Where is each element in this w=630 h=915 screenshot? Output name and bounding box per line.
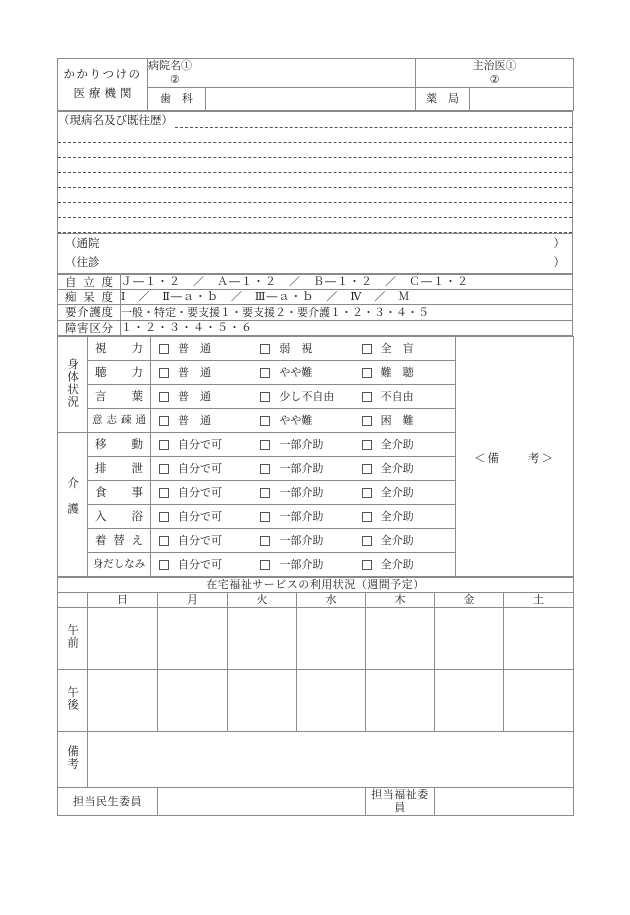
checkbox-label: 一部介助 (279, 509, 324, 523)
label-char: 浴 (131, 509, 143, 524)
schedule-cell[interactable] (366, 669, 435, 731)
label-char: 要 (65, 305, 77, 320)
label-char: 替 (113, 533, 125, 548)
checkbox-option[interactable] (252, 414, 353, 428)
outpatient-close: ） (553, 236, 565, 251)
schedule-cell[interactable] (435, 669, 504, 731)
label-char: 疎 (121, 414, 132, 427)
checkbox-icon[interactable] (159, 416, 169, 426)
label-char: 自 (65, 274, 77, 289)
label-char: 聴 (95, 365, 107, 380)
schedule-cell[interactable] (158, 607, 228, 669)
label-char: 意 (92, 414, 103, 427)
checkbox-icon[interactable] (260, 488, 270, 498)
homevisit-field[interactable] (58, 253, 572, 272)
schedule-cell[interactable] (228, 669, 297, 731)
checkbox-option[interactable] (252, 390, 353, 404)
dental-label: 歯 科 (148, 87, 206, 110)
checkbox-option[interactable] (354, 486, 455, 500)
communication-options[interactable] (151, 409, 456, 433)
checkbox-label: 全介助 (380, 557, 414, 571)
checkbox-option[interactable] (151, 414, 252, 428)
checkbox-option[interactable] (252, 342, 353, 356)
medical-institution-label-line1: かかりつけの (63, 66, 142, 81)
checkbox-option[interactable] (252, 438, 353, 452)
checkbox-option[interactable] (354, 414, 455, 428)
checkbox-label: 自分で可 (178, 509, 222, 523)
label-char: 事 (131, 485, 143, 500)
label-char: 食 (95, 485, 107, 500)
dressing-options[interactable] (151, 529, 456, 553)
schedule-cell[interactable] (297, 669, 366, 731)
schedule-row-afternoon (58, 669, 574, 731)
day-header-thu: 木 (366, 592, 435, 607)
attending-doctor-field[interactable] (416, 59, 574, 88)
care-level-label (58, 305, 121, 320)
remarks-header: ＜備 考＞ (474, 451, 555, 466)
checkbox-label: 自分で可 (178, 533, 222, 547)
checkbox-label: 全 盲 (380, 341, 414, 355)
checkbox-label: 普 通 (178, 365, 211, 379)
checkbox-label: 一部介助 (279, 485, 324, 499)
label-char: 護 (89, 305, 101, 320)
checkbox-icon[interactable] (159, 440, 169, 450)
checkbox-icon[interactable] (159, 560, 169, 570)
morning-label-text: 午前 (66, 623, 81, 649)
physical-status-group-label-text: 身体状況 (66, 357, 81, 408)
checkbox-option[interactable] (354, 366, 455, 380)
checkbox-icon[interactable] (159, 488, 169, 498)
care-group-label (58, 433, 88, 577)
status-care-table (57, 336, 574, 577)
checkbox-label: 少し不自由 (279, 389, 335, 403)
checkbox-label: 普 通 (178, 389, 211, 403)
checkbox-icon[interactable] (362, 368, 372, 378)
dental-input[interactable] (206, 87, 416, 110)
day-header-sun: 日 (88, 592, 158, 607)
independence-options[interactable]: Ｊ―１・２ ／ Ａ―１・２ ／ Ｂ―１・２ ／ Ｃ―１・２ (121, 274, 573, 289)
schedule-cell[interactable] (435, 607, 504, 669)
hospital-name-label-2: ② (170, 72, 180, 86)
outpatient-field[interactable] (58, 234, 572, 253)
checkbox-label: 難 聴 (380, 365, 414, 379)
label-char: 葉 (131, 389, 143, 404)
checkbox-icon[interactable] (260, 440, 270, 450)
label-char: 立 (83, 274, 95, 289)
eyesight-options[interactable] (151, 337, 456, 361)
label-char: 排 (95, 461, 107, 476)
checkbox-label: 一部介助 (279, 437, 324, 451)
checkbox-label: 自分で可 (178, 557, 222, 571)
speech-label (88, 385, 151, 409)
signature-row (58, 787, 574, 816)
toileting-options[interactable] (151, 457, 456, 481)
outpatient-label: （通院 (65, 236, 100, 251)
checkbox-option[interactable] (151, 462, 252, 476)
checkbox-label: 困 難 (380, 413, 414, 427)
checkbox-icon[interactable] (362, 344, 372, 354)
label-char: 視 (95, 341, 107, 356)
checkbox-option[interactable] (151, 486, 252, 500)
checkbox-icon[interactable] (260, 344, 270, 354)
checkbox-option[interactable] (151, 438, 252, 452)
eyesight-label (88, 337, 151, 361)
checkbox-icon[interactable] (159, 512, 169, 522)
independence-label (58, 274, 121, 289)
mobility-options[interactable] (151, 433, 456, 457)
label-char: 障 (65, 320, 77, 335)
schedule-cell[interactable] (297, 607, 366, 669)
hospital-name-label: 病院名① (148, 59, 192, 72)
checkbox-label: 不自由 (380, 389, 414, 403)
checkbox-label: 自分で可 (178, 461, 222, 475)
afternoon-label-text: 午後 (66, 685, 81, 711)
pharmacy-input[interactable] (470, 87, 574, 110)
label-char: 力 (131, 365, 143, 380)
day-header-mon: 月 (158, 592, 228, 607)
checkbox-option[interactable] (354, 342, 455, 356)
checkbox-option[interactable] (151, 534, 252, 548)
history-dashed-line (58, 203, 572, 218)
pharmacy-label: 薬 局 (416, 87, 470, 110)
label-char: 分 (101, 320, 113, 335)
history-first-line (58, 112, 572, 129)
speech-options[interactable] (151, 385, 456, 409)
checkbox-label: 全介助 (380, 533, 414, 547)
label-char: 痴 (65, 290, 77, 305)
checkbox-icon[interactable] (362, 392, 372, 402)
checkbox-option[interactable] (354, 558, 455, 572)
history-dashed-line (58, 143, 572, 158)
minsei-iin-label: 担当民生委員 (58, 787, 158, 816)
label-char: 力 (131, 341, 143, 356)
checkbox-icon[interactable] (159, 368, 169, 378)
dressing-label (88, 529, 151, 553)
checkbox-label: 一部介助 (279, 533, 324, 547)
checkbox-label: 一部介助 (279, 461, 324, 475)
checkbox-icon[interactable] (362, 560, 372, 570)
label-char: 害 (77, 320, 89, 335)
checkbox-icon[interactable] (159, 392, 169, 402)
fukushi-iin-label: 担当福祉委員 (366, 787, 435, 816)
checkbox-icon[interactable] (260, 416, 270, 426)
label-char: 着 (95, 533, 107, 548)
day-header-wed: 水 (297, 592, 366, 607)
checkbox-icon[interactable] (159, 344, 169, 354)
checkbox-option[interactable] (151, 510, 252, 524)
ratings-table (57, 274, 573, 337)
checkbox-icon[interactable] (260, 392, 270, 402)
care-assessment-form (57, 58, 573, 816)
schedule-notes-value[interactable] (88, 731, 574, 787)
checkbox-icon[interactable] (159, 464, 169, 474)
homevisit-label: （往診 (65, 255, 100, 270)
disability-label (58, 320, 121, 335)
history-dashed-line (58, 128, 572, 143)
afternoon-label (58, 669, 88, 731)
history-dashed-line (58, 173, 572, 188)
history-dashed-line (58, 218, 572, 233)
history-dashed-line (175, 114, 572, 128)
day-header-sat: 土 (504, 592, 574, 607)
visit-type-row (58, 234, 573, 274)
label-char: 度 (101, 274, 113, 289)
checkbox-label: 普 通 (178, 413, 211, 427)
disability-options[interactable]: １・２・３・４・５・６ (121, 320, 573, 335)
mobility-label (88, 433, 151, 457)
medical-institution-table (57, 58, 574, 111)
communication-label (88, 409, 151, 433)
checkbox-label: 普 通 (178, 341, 211, 355)
schedule-corner-cell (58, 592, 88, 607)
visit-type-cell[interactable] (58, 234, 573, 274)
label-char: 言 (95, 389, 107, 404)
checkbox-icon[interactable] (260, 368, 270, 378)
checkbox-option[interactable] (151, 390, 252, 404)
checkbox-icon[interactable] (362, 536, 372, 546)
meals-label (88, 481, 151, 505)
checkbox-option[interactable] (354, 462, 455, 476)
checkbox-icon[interactable] (362, 440, 372, 450)
physical-status-group-label (58, 337, 88, 433)
remarks-cell[interactable] (456, 337, 574, 577)
checkbox-label: 全介助 (380, 509, 414, 523)
schedule-notes-row (58, 731, 574, 787)
schedule-notes-label-text: 備考 (66, 744, 81, 770)
checkbox-option[interactable] (252, 462, 353, 476)
label-char: 度 (101, 290, 113, 305)
checkbox-label: 自分で可 (178, 485, 222, 499)
checkbox-option[interactable] (354, 390, 455, 404)
weekly-schedule-table (57, 577, 574, 816)
fukushi-iin-input[interactable] (435, 787, 574, 816)
checkbox-icon[interactable] (159, 536, 169, 546)
checkbox-option[interactable] (252, 366, 353, 380)
schedule-row-morning (58, 607, 574, 669)
dementia-options[interactable]: Ⅰ ／ Ⅱ―ａ・ｂ ／ Ⅲ―ａ・ｂ ／ Ⅳ ／ Ｍ (121, 290, 573, 305)
history-table (57, 111, 573, 274)
checkbox-icon[interactable] (260, 536, 270, 546)
grooming-options[interactable] (151, 553, 456, 577)
weekly-schedule-header-row (58, 592, 574, 607)
toileting-label (88, 457, 151, 481)
bathing-options[interactable] (151, 505, 456, 529)
physical-row-eyesight (58, 337, 574, 361)
schedule-cell[interactable] (504, 607, 574, 669)
meals-options[interactable] (151, 481, 456, 505)
checkbox-label: 全介助 (380, 485, 414, 499)
weekly-schedule-title-row (58, 578, 574, 593)
hospital-doctor-row (58, 59, 574, 88)
checkbox-icon[interactable] (362, 488, 372, 498)
hearing-label (88, 361, 151, 385)
checkbox-option[interactable] (354, 438, 455, 452)
label-char: 泄 (131, 461, 143, 476)
checkbox-icon[interactable] (260, 560, 270, 570)
label-char: 区 (89, 320, 101, 335)
checkbox-option[interactable] (151, 558, 252, 572)
label-char: 度 (101, 305, 113, 320)
label-char: え (131, 533, 143, 548)
minsei-iin-input[interactable] (158, 787, 366, 816)
checkbox-option[interactable] (252, 558, 353, 572)
checkbox-label: 全介助 (380, 437, 414, 451)
attending-doctor-label-2: ② (489, 72, 500, 86)
checkbox-option[interactable] (151, 366, 252, 380)
checkbox-option[interactable] (252, 486, 353, 500)
rating-row-care-level (58, 305, 573, 320)
hospital-name-field[interactable] (148, 59, 416, 88)
checkbox-icon[interactable] (362, 464, 372, 474)
medical-institution-label (58, 59, 148, 111)
checkbox-label: 弱 視 (279, 341, 313, 355)
rating-row-disability (58, 320, 573, 335)
checkbox-option[interactable] (252, 510, 353, 524)
history-dashed-line (58, 188, 572, 203)
attending-doctor-label: 主治医① (472, 59, 517, 72)
history-dashed-line (58, 158, 572, 173)
homevisit-close: ） (553, 255, 565, 270)
checkbox-option[interactable] (252, 534, 353, 548)
label-char: 通 (135, 414, 146, 427)
history-title: （現病名及び既往歴） (58, 112, 173, 127)
checkbox-icon[interactable] (260, 512, 270, 522)
checkbox-label: やや難 (279, 413, 313, 427)
checkbox-label: やや難 (279, 365, 313, 379)
schedule-cell[interactable] (504, 669, 574, 731)
checkbox-option[interactable] (354, 510, 455, 524)
rating-row-independence (58, 274, 573, 289)
day-header-tue: 火 (228, 592, 297, 607)
checkbox-icon[interactable] (362, 512, 372, 522)
dementia-label (58, 290, 121, 305)
hearing-options[interactable] (151, 361, 456, 385)
checkbox-label: 全介助 (380, 461, 414, 475)
medical-institution-label-line2: 医療機関 (73, 86, 136, 101)
checkbox-label: 一部介助 (279, 557, 324, 571)
history-row (58, 111, 573, 234)
label-char: 介 (77, 305, 89, 320)
history-cell[interactable] (58, 111, 573, 234)
checkbox-label: 自分で可 (178, 437, 222, 451)
schedule-notes-label (58, 731, 88, 787)
label-char: 動 (131, 437, 143, 452)
label-char: 移 (95, 437, 107, 452)
rating-row-dementia (58, 290, 573, 305)
weekly-schedule-title: 在宅福祉サービスの利用状況（週間予定） (58, 578, 574, 593)
day-header-fri: 金 (435, 592, 504, 607)
schedule-cell[interactable] (88, 669, 158, 731)
checkbox-icon[interactable] (362, 416, 372, 426)
morning-label (58, 607, 88, 669)
schedule-cell[interactable] (228, 607, 297, 669)
schedule-cell[interactable] (366, 607, 435, 669)
checkbox-option[interactable] (354, 534, 455, 548)
label-char: 志 (106, 414, 117, 427)
care-group-label-text: 介護 (66, 477, 81, 529)
checkbox-option[interactable] (151, 342, 252, 356)
care-level-options[interactable]: 一般・特定・要支援１・要支援２・要介護１・２・３・４・５ (121, 305, 573, 320)
schedule-cell[interactable] (158, 669, 228, 731)
label-char: 入 (95, 509, 107, 524)
label-char: 呆 (83, 290, 95, 305)
schedule-cell[interactable] (88, 607, 158, 669)
grooming-label: 身だしなみ (88, 553, 151, 577)
bathing-label (88, 505, 151, 529)
checkbox-icon[interactable] (260, 464, 270, 474)
